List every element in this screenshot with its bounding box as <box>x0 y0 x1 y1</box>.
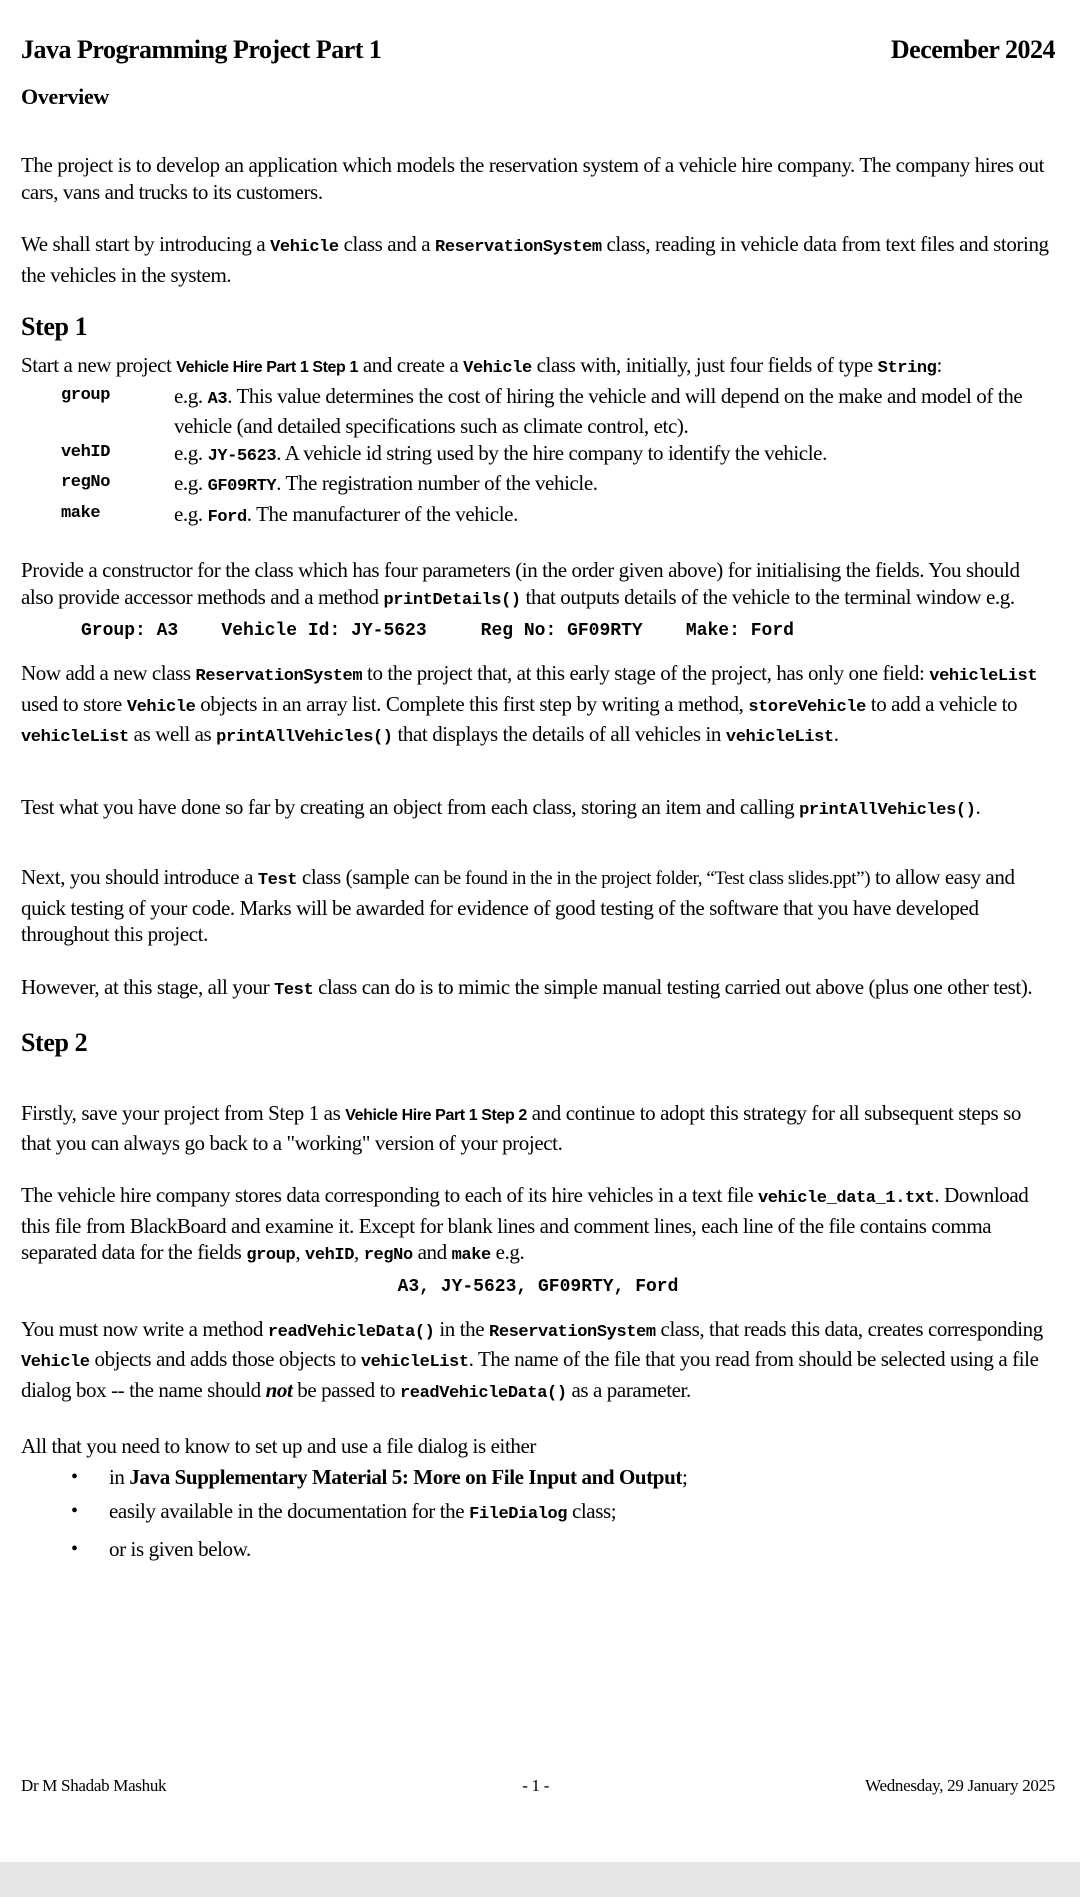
code: readVehicleData() <box>267 1322 435 1342</box>
text: objects in an array list. Complete this first step by writing a method, <box>195 691 749 716</box>
text: . This value determines the cost of hiring the vehicle and will depend on the make and model of the vehicle (and detailed specifications such as climate control, etc). <box>174 383 1023 438</box>
step2-paragraph-2 <box>21 1182 1055 1270</box>
code: group <box>246 1246 296 1265</box>
text: Provide a constructor for the class which has four parameters (in the order given above) for initialising the fields. You should also provide accessor methods and a method <box>21 558 1020 609</box>
text: class, that reads this data, creates corresponding <box>655 1316 1043 1341</box>
text: class; <box>567 1498 617 1523</box>
list-item <box>109 1494 1055 1532</box>
footer-author: Dr M Shadab Mashuk <box>21 1776 167 1795</box>
code: vehicleList <box>360 1353 469 1372</box>
field-name: make <box>61 503 101 523</box>
code: ReservationSystem <box>195 667 363 686</box>
text: . The registration number of the vehicle. <box>276 471 598 495</box>
text: class can do is to mimic the simple manual testing carried out above (plus one other test). <box>313 974 1033 999</box>
code: String <box>877 359 937 378</box>
text: to the project that, at this early stage of the project, has only one field: <box>362 661 930 685</box>
text: The vehicle hire company stores data corresponding to each of its hire vehicles in a text file <box>21 1183 758 1207</box>
text: However, at this stage, all your <box>21 974 275 999</box>
field-name: group <box>61 385 111 405</box>
field-row <box>61 501 1055 532</box>
text: objects and adds those objects to <box>89 1347 361 1371</box>
text: ; <box>681 1464 688 1489</box>
bold-text: Java Supplementary Material 5: More on File Input and Output <box>129 1464 682 1489</box>
text: . <box>975 794 981 819</box>
step1-heading: Step 1 <box>21 312 88 341</box>
code: Test <box>274 980 314 1000</box>
field-description <box>174 440 1055 471</box>
code: vehicleList <box>725 728 834 747</box>
code: storeVehicle <box>748 697 866 717</box>
field-row <box>61 470 1055 501</box>
code: Vehicle <box>463 359 532 378</box>
field-description <box>174 383 1055 440</box>
text: e.g. <box>174 501 208 526</box>
viewer-background <box>0 1862 1080 1897</box>
text: in the <box>434 1316 490 1341</box>
code: vehicleList <box>929 667 1038 686</box>
code: vehicleList <box>21 728 129 747</box>
text: Start a new project <box>21 353 177 377</box>
text: as a parameter. <box>566 1377 691 1402</box>
data-sample: A3, JY-5623, GF09RTY, Ford <box>397 1276 679 1297</box>
list-item <box>109 1460 1055 1494</box>
text: be passed to <box>292 1377 400 1402</box>
code: JY-5623 <box>207 446 277 466</box>
text: Firstly, save your project from Step 1 as <box>21 1101 346 1125</box>
page-footer <box>21 1776 1055 1796</box>
code: GF09RTY <box>207 477 277 496</box>
test-paragraph-1 <box>21 794 1055 825</box>
text: to allow easy and quick testing of your code. Marks will be awarded for evidence of good testing of the software that you have developed throughout this project. <box>21 865 1015 946</box>
bullet-list <box>21 1460 1055 1566</box>
code: ReservationSystem <box>435 238 602 257</box>
constructor-paragraph <box>21 557 1055 614</box>
code: Test <box>257 871 298 890</box>
document-content <box>21 28 1055 1566</box>
code: regNo <box>363 1246 413 1265</box>
text: You must now write a method <box>21 1316 268 1341</box>
field-description <box>174 470 1055 501</box>
test-paragraph-3 <box>21 974 1055 1005</box>
text: class with, initially, just four fields of type <box>531 353 878 377</box>
text: . Download this file from BlackBoard and examine it. Except for blank lines and comment lines, each line of the file contains comma separated data for the fields <box>21 1183 1029 1264</box>
footer-page-number: - 1 - <box>522 1776 550 1795</box>
text: class and a <box>338 232 436 256</box>
text: that displays the details of all vehicles in <box>392 722 726 746</box>
code: vehicle_data_1.txt <box>757 1189 935 1208</box>
field-name: vehID <box>61 442 111 462</box>
text: Now add a new class <box>21 661 196 685</box>
code: FileDialog <box>469 1504 568 1524</box>
step2-paragraph-1 <box>21 1100 1055 1156</box>
code: A3 <box>207 389 228 409</box>
text: in <box>109 1464 130 1489</box>
project-name: Vehicle Hire Part 1 Step 1 <box>176 359 358 376</box>
text: : <box>936 353 942 377</box>
document-date: December 2024 <box>890 35 1055 64</box>
text: e.g. <box>490 1240 525 1264</box>
code: Vehicle <box>21 1353 90 1372</box>
step2-heading: Step 2 <box>21 1028 88 1057</box>
text: that outputs details of the vehicle to the terminal window e.g. <box>520 584 1015 609</box>
text: , <box>354 1240 364 1264</box>
text: Next, you should introduce a <box>21 865 258 889</box>
step1-intro <box>21 352 1055 383</box>
code: vehID <box>305 1246 355 1265</box>
overview-heading: Overview <box>21 84 110 109</box>
text: easily available in the documentation for the <box>109 1498 470 1523</box>
text: , <box>295 1240 306 1264</box>
code: Vehicle <box>126 697 196 717</box>
field-row <box>61 440 1055 471</box>
emphasis: not <box>265 1377 293 1402</box>
test-paragraph-2 <box>21 864 1055 948</box>
text: used to store <box>21 691 127 716</box>
text: can be found in the in the project folder, “Test class slides.ppt”) <box>414 868 871 889</box>
text: We shall start by introducing a <box>21 232 271 256</box>
field-description <box>174 501 1055 532</box>
text: class, reading in vehicle data from text files and storing the vehicles in the system. <box>21 232 1049 287</box>
project-name: Vehicle Hire Part 1 Step 2 <box>345 1107 527 1124</box>
text: e.g. <box>174 471 208 495</box>
text: . The name of the file that you read from should be selected using a file dialog box -- the name should <box>21 1347 1039 1402</box>
overview-paragraph-2 <box>21 231 1055 288</box>
text: . A vehicle id string used by the hire company to identify the vehicle. <box>276 440 827 465</box>
step2-paragraph-3 <box>21 1316 1055 1408</box>
text: e.g. <box>174 383 208 408</box>
text: and continue to adopt this strategy for all subsequent steps so that you can always go back to a "working" version of your project. <box>21 1101 1021 1155</box>
code: printAllVehicles() <box>216 728 393 747</box>
reservation-paragraph <box>21 660 1055 752</box>
text: and <box>412 1240 452 1264</box>
code: printDetails() <box>383 590 521 610</box>
code: Vehicle <box>270 238 339 257</box>
code: readVehicleData() <box>400 1383 567 1403</box>
text: class (sample <box>297 865 415 889</box>
text: and create a <box>357 353 464 377</box>
code: Ford <box>207 507 247 527</box>
text: e.g. <box>174 440 208 465</box>
text: . <box>833 722 839 746</box>
field-list <box>61 383 1055 532</box>
page-header <box>21 28 1055 72</box>
code: make <box>451 1246 491 1265</box>
text: to add a vehicle to <box>865 691 1018 716</box>
text: as well as <box>128 722 217 746</box>
sample-output: Group: A3 Vehicle Id: JY-5623 Reg No: GF09RTY Make: Ford <box>81 621 794 641</box>
overview-paragraph-1: The project is to develop an application which models the reservation system of a vehicle hire company. The company hires out cars, vans and trucks to its customers. <box>21 153 1045 204</box>
code: ReservationSystem <box>489 1322 656 1342</box>
text: Test what you have done so far by creating an object from each class, storing an item and calling <box>21 794 800 819</box>
footer-date: Wednesday, 29 January 2025 <box>865 1776 1055 1795</box>
step2-paragraph-4: All that you need to know to set up and use a file dialog is either <box>21 1434 536 1458</box>
text: . The manufacturer of the vehicle. <box>246 501 518 526</box>
list-item: • or is given below. <box>109 1532 1055 1566</box>
field-row <box>61 383 1055 440</box>
document-title: Java Programming Project Part 1 <box>21 35 382 64</box>
field-name: regNo <box>61 473 111 492</box>
code: printAllVehicles() <box>799 800 976 820</box>
